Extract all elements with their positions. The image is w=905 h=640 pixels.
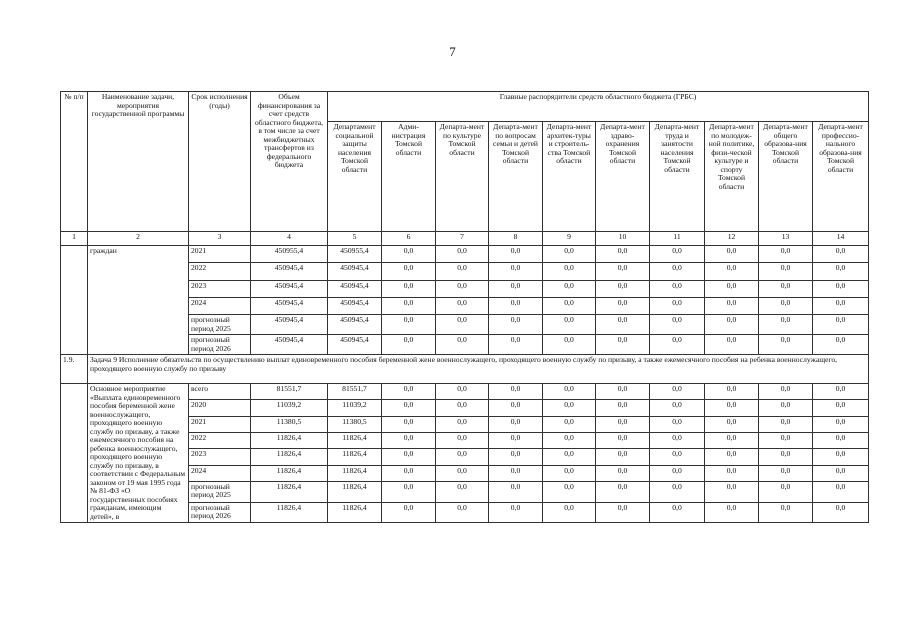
value-cell: 0,0 xyxy=(382,246,436,263)
value-cell: 11826,4 xyxy=(328,449,382,465)
total-cell: 450955,4 xyxy=(251,246,328,263)
total-cell: 450945,4 xyxy=(251,280,328,297)
column-number-3: 3 xyxy=(189,232,251,246)
column-number-2: 2 xyxy=(88,232,189,246)
value-cell: 0,0 xyxy=(436,263,489,280)
block1-name: граждан xyxy=(88,246,189,355)
value-cell: 450945,4 xyxy=(328,315,382,335)
value-cell: 0,0 xyxy=(650,315,705,335)
total-cell: 81551,7 xyxy=(251,384,328,400)
column-number-10: 10 xyxy=(596,232,650,246)
value-cell: 11826,4 xyxy=(328,481,382,502)
value-cell: 0,0 xyxy=(650,481,705,502)
header-department-8: Департа-мент по молодеж-ной политике, физи-ческой культуре и спорту Томской области xyxy=(705,122,759,232)
value-cell: 0,0 xyxy=(436,465,489,481)
column-number-9: 9 xyxy=(543,232,596,246)
value-cell: 0,0 xyxy=(813,416,869,432)
value-cell: 0,0 xyxy=(759,335,813,355)
period-cell: 2023 xyxy=(189,280,251,297)
value-cell: 0,0 xyxy=(813,481,869,502)
value-cell: 0,0 xyxy=(759,263,813,280)
value-cell: 11826,4 xyxy=(328,502,382,523)
column-number-11: 11 xyxy=(650,232,705,246)
value-cell: 0,0 xyxy=(705,280,759,297)
value-cell: 0,0 xyxy=(596,481,650,502)
value-cell: 0,0 xyxy=(436,433,489,449)
value-cell: 11826,4 xyxy=(328,433,382,449)
column-number-14: 14 xyxy=(813,232,869,246)
period-cell: 2022 xyxy=(189,433,251,449)
total-cell: 450945,4 xyxy=(251,297,328,314)
period-cell: прогнозный период 2025 xyxy=(189,315,251,335)
header-department-6: Департа-мент здраво-охранения Томской области xyxy=(596,122,650,232)
header-department-1: Департамент социальной защиты населения Томской области xyxy=(328,122,382,232)
period-cell: прогнозный период 2026 xyxy=(189,335,251,355)
period-cell: 2023 xyxy=(189,449,251,465)
value-cell: 0,0 xyxy=(382,481,436,502)
value-cell: 0,0 xyxy=(650,297,705,314)
total-cell: 11826,4 xyxy=(251,502,328,523)
total-cell: 11826,4 xyxy=(251,449,328,465)
value-cell: 450945,4 xyxy=(328,335,382,355)
value-cell: 0,0 xyxy=(705,449,759,465)
column-number-6: 6 xyxy=(382,232,436,246)
total-cell: 11039,2 xyxy=(251,400,328,416)
value-cell: 0,0 xyxy=(813,335,869,355)
value-cell: 0,0 xyxy=(650,400,705,416)
value-cell: 0,0 xyxy=(596,416,650,432)
value-cell: 0,0 xyxy=(436,449,489,465)
header-department-9: Департа-мент общего образова-ния Томской области xyxy=(759,122,813,232)
value-cell: 0,0 xyxy=(705,502,759,523)
value-cell: 0,0 xyxy=(705,433,759,449)
value-cell: 0,0 xyxy=(705,315,759,335)
value-cell: 0,0 xyxy=(596,433,650,449)
block1-num xyxy=(61,246,88,355)
value-cell: 0,0 xyxy=(596,384,650,400)
value-cell: 450945,4 xyxy=(328,280,382,297)
value-cell: 11826,4 xyxy=(328,465,382,481)
header-department-3: Департа-мент по культуре Томской области xyxy=(436,122,489,232)
value-cell: 0,0 xyxy=(813,315,869,335)
value-cell: 0,0 xyxy=(382,315,436,335)
value-cell: 0,0 xyxy=(596,246,650,263)
value-cell: 0,0 xyxy=(596,335,650,355)
value-cell: 0,0 xyxy=(650,246,705,263)
value-cell: 0,0 xyxy=(382,416,436,432)
value-cell: 0,0 xyxy=(705,263,759,280)
value-cell: 0,0 xyxy=(436,400,489,416)
value-cell: 81551,7 xyxy=(328,384,382,400)
value-cell: 0,0 xyxy=(543,433,596,449)
period-cell: прогнозный период 2026 xyxy=(189,502,251,523)
value-cell: 0,0 xyxy=(705,246,759,263)
value-cell: 0,0 xyxy=(813,280,869,297)
value-cell: 0,0 xyxy=(382,384,436,400)
value-cell: 0,0 xyxy=(543,315,596,335)
value-cell: 11039,2 xyxy=(328,400,382,416)
task-num: 1.9. xyxy=(61,355,88,384)
value-cell: 0,0 xyxy=(489,433,543,449)
value-cell: 0,0 xyxy=(705,400,759,416)
value-cell: 0,0 xyxy=(489,502,543,523)
column-number-1: 1 xyxy=(61,232,88,246)
value-cell: 0,0 xyxy=(813,502,869,523)
value-cell: 0,0 xyxy=(705,384,759,400)
value-cell: 0,0 xyxy=(382,465,436,481)
column-number-7: 7 xyxy=(436,232,489,246)
value-cell: 0,0 xyxy=(543,297,596,314)
value-cell: 0,0 xyxy=(489,315,543,335)
value-cell: 0,0 xyxy=(650,280,705,297)
block2-row xyxy=(61,384,869,400)
total-cell: 450945,4 xyxy=(251,335,328,355)
value-cell: 0,0 xyxy=(543,335,596,355)
value-cell: 0,0 xyxy=(489,335,543,355)
value-cell: 0,0 xyxy=(650,433,705,449)
value-cell: 450955,4 xyxy=(328,246,382,263)
column-numbers-row xyxy=(61,232,869,246)
value-cell: 0,0 xyxy=(543,481,596,502)
header-num: № п/п xyxy=(61,92,88,232)
value-cell: 0,0 xyxy=(489,481,543,502)
header-department-4: Департа-мент по вопросам семьи и детей Томской области xyxy=(489,122,543,232)
value-cell: 0,0 xyxy=(759,481,813,502)
value-cell: 0,0 xyxy=(705,297,759,314)
value-cell: 0,0 xyxy=(543,416,596,432)
period-cell: 2024 xyxy=(189,297,251,314)
value-cell: 0,0 xyxy=(596,400,650,416)
value-cell: 0,0 xyxy=(489,280,543,297)
header-department-5: Департа-мент архитек-туры и строитель-ства Томской области xyxy=(543,122,596,232)
value-cell: 0,0 xyxy=(436,280,489,297)
header-period: Срок исполнения (годы) xyxy=(189,92,251,232)
total-cell: 11826,4 xyxy=(251,465,328,481)
task-text: Задача 9 Исполнение обязательств по осуществлению выплат единовременного пособия беременной жене военнослужащего, проходящего военную службу по призыву, а также ежемесячного пособия на ребенка военнослужащего, проходящего военную службу по призыву xyxy=(88,355,869,384)
value-cell: 0,0 xyxy=(489,449,543,465)
value-cell: 0,0 xyxy=(382,335,436,355)
value-cell: 0,0 xyxy=(543,400,596,416)
value-cell: 0,0 xyxy=(489,297,543,314)
value-cell: 0,0 xyxy=(705,335,759,355)
value-cell: 0,0 xyxy=(596,315,650,335)
value-cell: 0,0 xyxy=(596,263,650,280)
header-department-7: Департа-мент труда и занятости населения Томской области xyxy=(650,122,705,232)
value-cell: 0,0 xyxy=(543,280,596,297)
value-cell: 0,0 xyxy=(489,246,543,263)
period-cell: прогнозный период 2025 xyxy=(189,481,251,502)
value-cell: 0,0 xyxy=(436,315,489,335)
column-number-12: 12 xyxy=(705,232,759,246)
block2-name: Основное мероприятие «Выплата единовременного пособия беременной жене военнослужащего, проходящего военную службу по призыву, а также ежемесячного пособия на ребенка военнослужащего, проходящего военную службу по призыву, в соответствии с Федеральным законом от 19 мая 1995 года № 81-ФЗ «О государственных пособиях гражданам, имеющим детей», в xyxy=(88,384,189,523)
value-cell: 0,0 xyxy=(759,297,813,314)
value-cell: 0,0 xyxy=(813,400,869,416)
value-cell: 0,0 xyxy=(382,280,436,297)
value-cell: 0,0 xyxy=(759,449,813,465)
column-number-8: 8 xyxy=(489,232,543,246)
value-cell: 0,0 xyxy=(596,502,650,523)
header-grbs: Главные распорядители средств областного бюджета (ГРБС) xyxy=(328,92,869,122)
value-cell: 0,0 xyxy=(543,263,596,280)
total-cell: 11380,5 xyxy=(251,416,328,432)
block1-row xyxy=(61,246,869,263)
value-cell: 0,0 xyxy=(705,481,759,502)
value-cell: 0,0 xyxy=(813,465,869,481)
value-cell: 0,0 xyxy=(382,400,436,416)
value-cell: 0,0 xyxy=(759,246,813,263)
value-cell: 0,0 xyxy=(813,384,869,400)
value-cell: 0,0 xyxy=(650,465,705,481)
column-number-13: 13 xyxy=(759,232,813,246)
value-cell: 0,0 xyxy=(759,416,813,432)
value-cell: 0,0 xyxy=(489,384,543,400)
value-cell: 11380,5 xyxy=(328,416,382,432)
value-cell: 0,0 xyxy=(543,384,596,400)
value-cell: 450945,4 xyxy=(328,297,382,314)
value-cell: 0,0 xyxy=(543,502,596,523)
value-cell: 0,0 xyxy=(705,416,759,432)
value-cell: 0,0 xyxy=(382,297,436,314)
value-cell: 0,0 xyxy=(436,481,489,502)
value-cell: 0,0 xyxy=(489,400,543,416)
value-cell: 0,0 xyxy=(436,502,489,523)
value-cell: 0,0 xyxy=(759,433,813,449)
value-cell: 0,0 xyxy=(813,297,869,314)
value-cell: 0,0 xyxy=(759,400,813,416)
header-volume: Объем финансирования за счет средств областного бюджета, в том числе за счет межбюджетных трансфертов из федерального бюджета xyxy=(251,92,328,232)
value-cell: 0,0 xyxy=(489,465,543,481)
task-row xyxy=(61,355,869,384)
period-cell: всего xyxy=(189,384,251,400)
period-cell: 2024 xyxy=(189,465,251,481)
value-cell: 0,0 xyxy=(650,384,705,400)
value-cell: 0,0 xyxy=(436,416,489,432)
value-cell: 0,0 xyxy=(813,263,869,280)
block2-num xyxy=(61,384,88,523)
value-cell: 0,0 xyxy=(759,280,813,297)
value-cell: 0,0 xyxy=(596,449,650,465)
value-cell: 0,0 xyxy=(543,246,596,263)
header-department-2: Адми-нистрация Томской области xyxy=(382,122,436,232)
value-cell: 0,0 xyxy=(436,384,489,400)
value-cell: 0,0 xyxy=(650,335,705,355)
period-cell: 2020 xyxy=(189,400,251,416)
value-cell: 0,0 xyxy=(436,335,489,355)
value-cell: 0,0 xyxy=(543,465,596,481)
value-cell: 0,0 xyxy=(650,502,705,523)
value-cell: 0,0 xyxy=(382,263,436,280)
header-row-1 xyxy=(61,92,869,122)
column-number-5: 5 xyxy=(328,232,382,246)
value-cell: 0,0 xyxy=(813,246,869,263)
column-number-4: 4 xyxy=(251,232,328,246)
value-cell: 0,0 xyxy=(650,263,705,280)
value-cell: 0,0 xyxy=(489,263,543,280)
header-department-10: Департа-мент профессио-нального образова-ния Томской области xyxy=(813,122,869,232)
value-cell: 0,0 xyxy=(650,449,705,465)
value-cell: 0,0 xyxy=(650,416,705,432)
value-cell: 0,0 xyxy=(759,315,813,335)
value-cell: 0,0 xyxy=(382,433,436,449)
period-cell: 2021 xyxy=(189,416,251,432)
total-cell: 11826,4 xyxy=(251,481,328,502)
value-cell: 0,0 xyxy=(489,416,543,432)
total-cell: 450945,4 xyxy=(251,315,328,335)
budget-table xyxy=(60,91,869,523)
value-cell: 0,0 xyxy=(596,465,650,481)
header-name: Наименование задачи, мероприятия государственной программы xyxy=(88,92,189,232)
value-cell: 0,0 xyxy=(436,246,489,263)
value-cell: 0,0 xyxy=(759,384,813,400)
period-cell: 2021 xyxy=(189,246,251,263)
value-cell: 0,0 xyxy=(382,449,436,465)
period-cell: 2022 xyxy=(189,263,251,280)
value-cell: 0,0 xyxy=(543,449,596,465)
value-cell: 0,0 xyxy=(596,280,650,297)
value-cell: 0,0 xyxy=(596,297,650,314)
page-number: 7 xyxy=(449,44,456,59)
total-cell: 11826,4 xyxy=(251,433,328,449)
value-cell: 0,0 xyxy=(759,465,813,481)
total-cell: 450945,4 xyxy=(251,263,328,280)
value-cell: 0,0 xyxy=(436,297,489,314)
value-cell: 0,0 xyxy=(759,502,813,523)
value-cell: 450945,4 xyxy=(328,263,382,280)
value-cell: 0,0 xyxy=(705,465,759,481)
value-cell: 0,0 xyxy=(382,502,436,523)
value-cell: 0,0 xyxy=(813,449,869,465)
value-cell: 0,0 xyxy=(813,433,869,449)
